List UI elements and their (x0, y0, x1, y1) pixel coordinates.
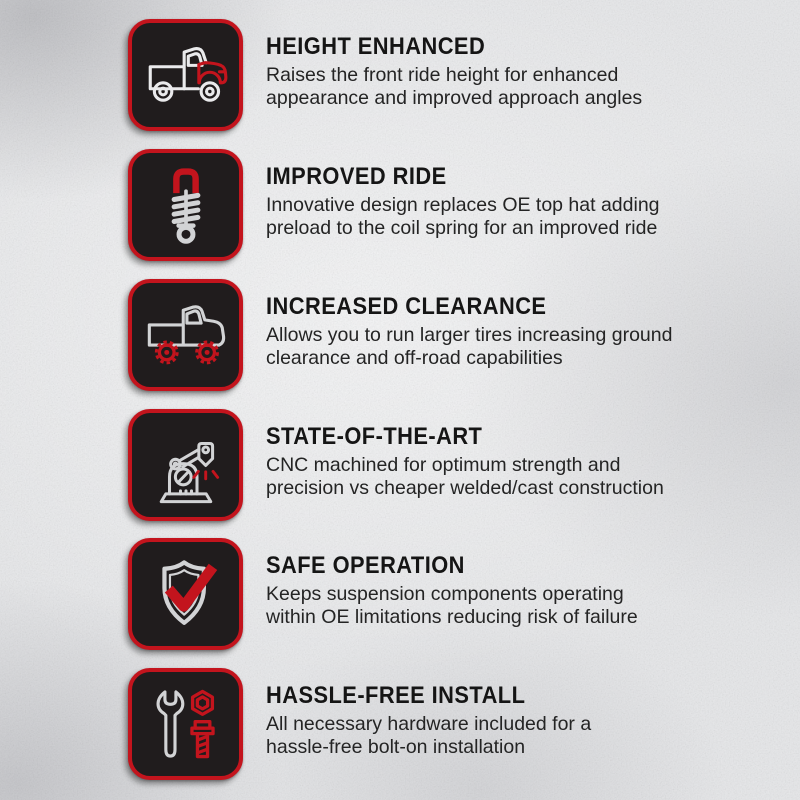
feature-row-hassle-free-install (128, 668, 591, 780)
feature-description: Innovative design replaces OE top hat adding preload to the coil spring for an improved ride (266, 194, 660, 239)
feature-description: CNC machined for optimum strength and precision vs cheaper welded/cast construction (266, 454, 664, 499)
feature-description: All necessary hardware included for a hassle-free bolt-on installation (266, 713, 592, 758)
feature-description: Allows you to run larger tires increasing ground clearance and off-road capabilities (266, 324, 673, 369)
feature-icon-tile (128, 279, 243, 391)
off-road-truck-icon (141, 291, 231, 379)
coilover-shock-icon (141, 161, 231, 249)
cnc-machine-icon (141, 421, 231, 509)
feature-title: INCREASED CLEARANCE (266, 293, 547, 320)
feature-title: SAFE OPERATION (266, 552, 465, 579)
feature-icon-tile (128, 409, 243, 521)
feature-row-safe-operation (128, 538, 638, 650)
feature-description: Keeps suspension components operating within OE limitations reducing risk of failure (266, 583, 638, 628)
lifted-truck-icon (141, 31, 231, 119)
hex-nut (192, 691, 212, 714)
feature-row-height-enhanced (128, 19, 642, 131)
feature-icon-tile (128, 149, 243, 261)
feature-row-improved-ride (128, 149, 660, 261)
feature-title: HASSLE-FREE INSTALL (266, 682, 526, 709)
feature-row-state-of-the-art (128, 409, 664, 521)
feature-icon-tile (128, 538, 243, 650)
shield-check-icon (141, 550, 231, 638)
bolt (191, 722, 212, 757)
feature-description: Raises the front ride height for enhanced appearance and improved approach angles (266, 64, 643, 109)
feature-title: HEIGHT ENHANCED (266, 33, 486, 60)
feature-icon-tile (128, 668, 243, 780)
feature-row-increased-clearance (128, 279, 672, 391)
wrench-and-bolt-icon (141, 680, 231, 768)
feature-title: IMPROVED RIDE (266, 163, 447, 190)
feature-title: STATE-OF-THE-ART (266, 423, 483, 450)
feature-icon-tile (128, 19, 243, 131)
